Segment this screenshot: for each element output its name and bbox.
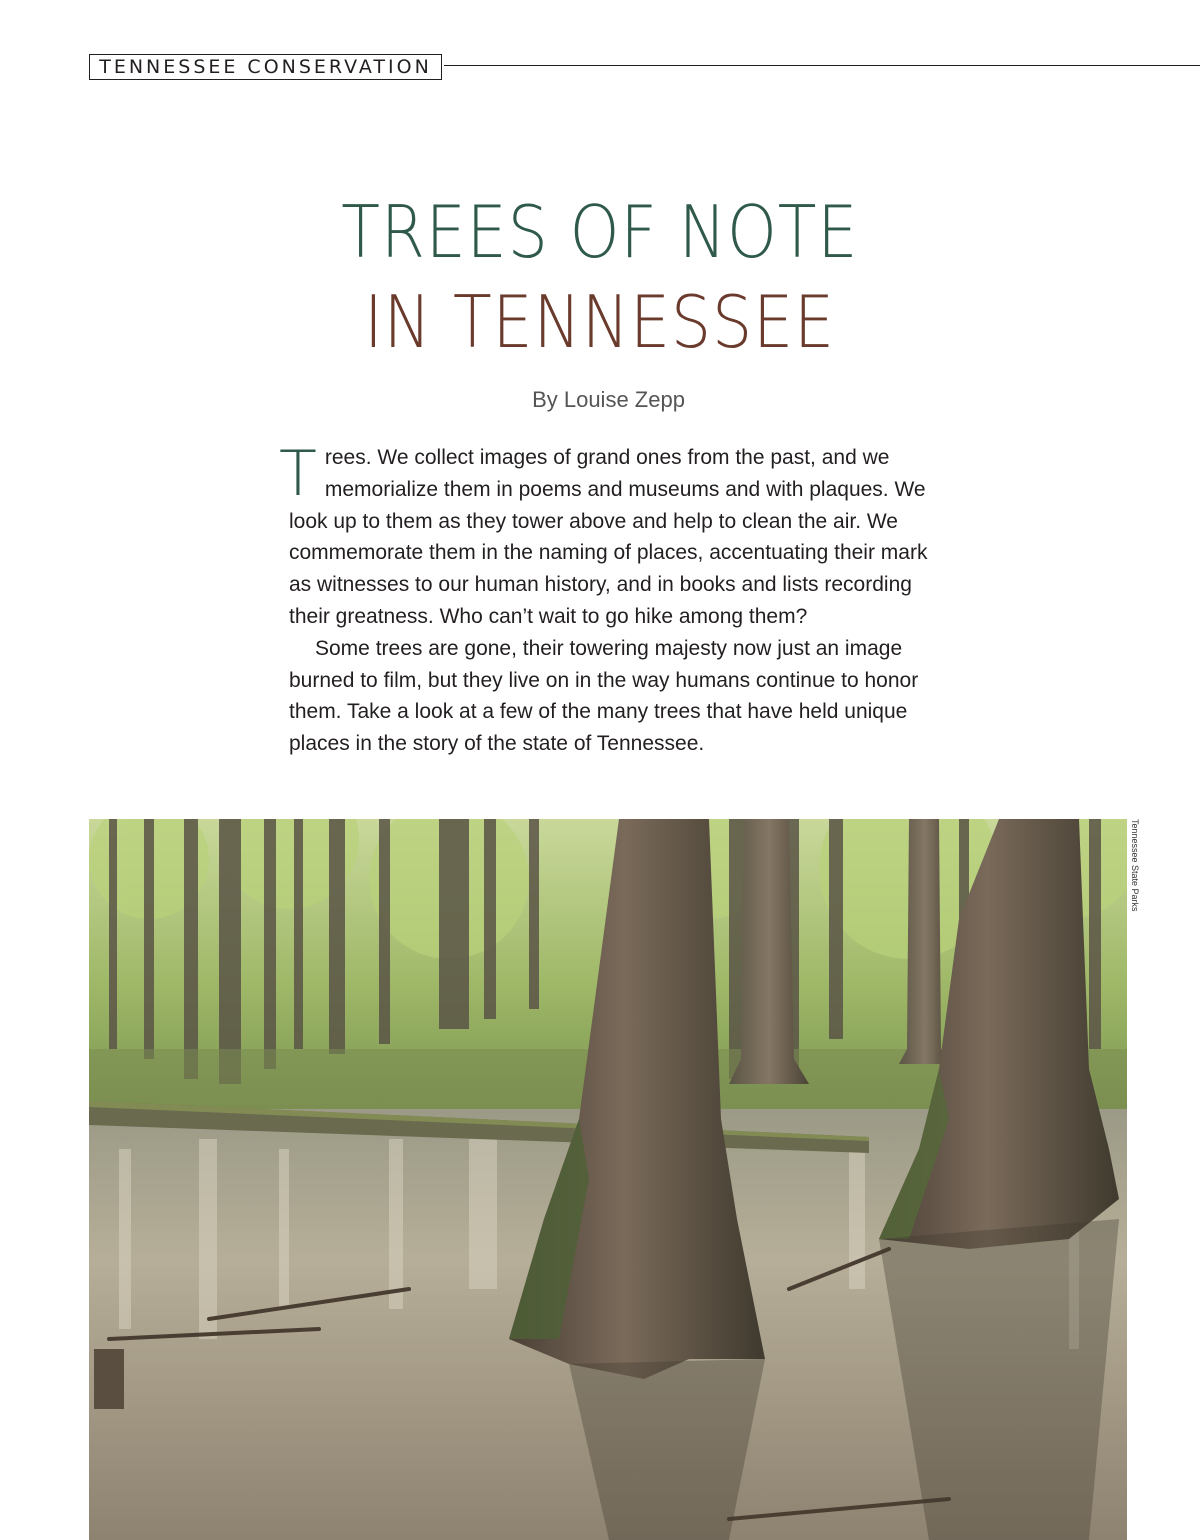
section-rule bbox=[444, 65, 1200, 66]
article-title-line2 bbox=[0, 280, 1200, 364]
swamp-photo bbox=[89, 819, 1127, 1540]
drop-cap: T bbox=[279, 437, 317, 510]
paragraph-2: Some trees are gone, their towering majesty now just an image burned to film, but they live on in the way humans continue to honor them. Take a look at a few of the many trees that have held unique places in the story of the state of Tennessee. bbox=[289, 636, 919, 756]
article-body bbox=[279, 437, 939, 760]
byline: By Louise Zepp bbox=[532, 387, 685, 412]
section-label: TENNESSEE CONSERVATION bbox=[89, 54, 442, 80]
photo-credit bbox=[1127, 819, 1143, 939]
article-title-line1-text: TREES OF NOTE bbox=[341, 190, 859, 274]
swamp-photo-illustration bbox=[89, 819, 1127, 1540]
paragraph-1 bbox=[279, 437, 939, 633]
paragraph-1-text: rees. We collect images of grand ones from the past, and we memorialize them in poems and museums and with plaques. We look up to them as they tower above and help to clean the air. We commemorate them in the naming of places, accentuating their mark as witnesses to our human history, and in books and lists recording their greatness. Who can’t wait to go hike among them? bbox=[289, 446, 928, 628]
photo-credit-text: Tennessee State Parks bbox=[1130, 819, 1140, 912]
article-title-line2-text: IN TENNESSEE bbox=[364, 280, 836, 364]
article-title-line1 bbox=[0, 190, 1200, 274]
